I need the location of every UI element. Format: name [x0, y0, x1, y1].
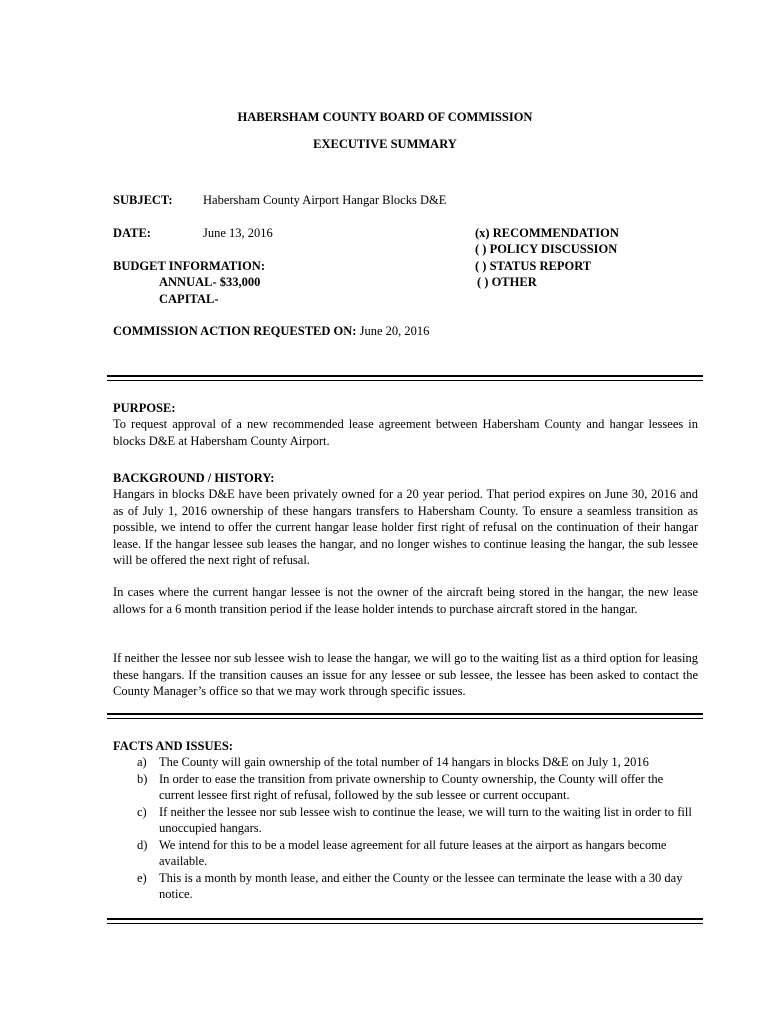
facts-list — [113, 754, 699, 903]
list-item: d) We intend for this to be a model lease agreement for all future leases at the airport as hangars become available. — [137, 837, 667, 868]
action-value: June 20, 2016 — [359, 324, 430, 338]
option-status-report: ( ) STATUS REPORT — [475, 259, 592, 273]
background-paragraph-3: If neither the lessee nor sub lessee wish to lease the hangar, we will go to the waiting list as a third option for leasing these hangars. If the transition causes an issue for any lessee or sub lessee, the lessee has been asked to contact the County Manager’s office so that we may work through specific issues. — [113, 651, 698, 698]
action-label: COMMISSION ACTION REQUESTED ON: — [113, 324, 357, 338]
section-divider — [107, 718, 703, 719]
purpose-text: To request approval of a new recommended lease agreement between Habersham County and hangar lessees in blocks D&E at Habersham County Airport. — [113, 417, 698, 448]
option-recommendation: (x) RECOMMENDATION — [475, 226, 619, 240]
option-policy-discussion: ( ) POLICY DISCUSSION — [475, 242, 618, 256]
org-title: HABERSHAM COUNTY BOARD OF COMMISSION — [237, 110, 533, 124]
purpose-heading: PURPOSE: — [113, 401, 176, 415]
doc-type-title: EXECUTIVE SUMMARY — [313, 137, 457, 151]
option-other: ( ) OTHER — [477, 275, 537, 289]
list-item: a) The County will gain ownership of the total number of 14 hangars in blocks D&E on July 1, 2016 — [137, 755, 649, 769]
subject-value: Habersham County Airport Hangar Blocks D&E — [203, 193, 447, 207]
list-item: b) In order to ease the transition from private ownership to County ownership, the County will offer the current lessee first right of refusal, followed by the sub lessee or current occupant. — [137, 771, 664, 802]
section-divider — [107, 713, 703, 715]
list-item: c) If neither the lessee nor sub lessee wish to continue the lease, we will turn to the waiting list in order to fill unoccupied hangars. — [137, 804, 692, 835]
section-divider — [107, 375, 703, 377]
section-divider — [107, 918, 703, 920]
background-paragraph-1: Hangars in blocks D&E have been privately owned for a 20 year period. That period expires on June 30, 2016 and as of July 1, 2016 ownership of these hangars transfers to Habersham County. To ensure a seamless transition as possible, we intend to offer the current hangar lease holder first right of refusal on the continuation of their hangar lease. If the hangar lessee sub leases the hangar, and no longer wishes to continue leasing the hangar, the sub lessee will be offered the next right of refusal. — [113, 487, 698, 567]
section-divider — [107, 380, 703, 381]
date-label: DATE: — [113, 226, 151, 240]
background-heading: BACKGROUND / HISTORY: — [113, 471, 275, 485]
facts-heading: FACTS AND ISSUES: — [113, 739, 233, 753]
annual-budget: ANNUAL- $33,000 — [159, 275, 261, 289]
background-paragraph-2: In cases where the current hangar lessee is not the owner of the aircraft being stored in the hangar, the new lease allows for a 6 month transition period if the lease holder intends to purchase aircraft stored in the hangar. — [113, 585, 698, 616]
section-divider — [107, 923, 703, 924]
subject-label: SUBJECT: — [113, 193, 173, 207]
date-value: June 13, 2016 — [203, 226, 273, 240]
capital-budget: CAPITAL- — [159, 292, 219, 306]
budget-label: BUDGET INFORMATION: — [113, 259, 265, 273]
action-requested — [113, 323, 429, 340]
list-item: e) This is a month by month lease, and either the County or the lessee can terminate the lease with a 30 day notice. — [137, 870, 683, 901]
